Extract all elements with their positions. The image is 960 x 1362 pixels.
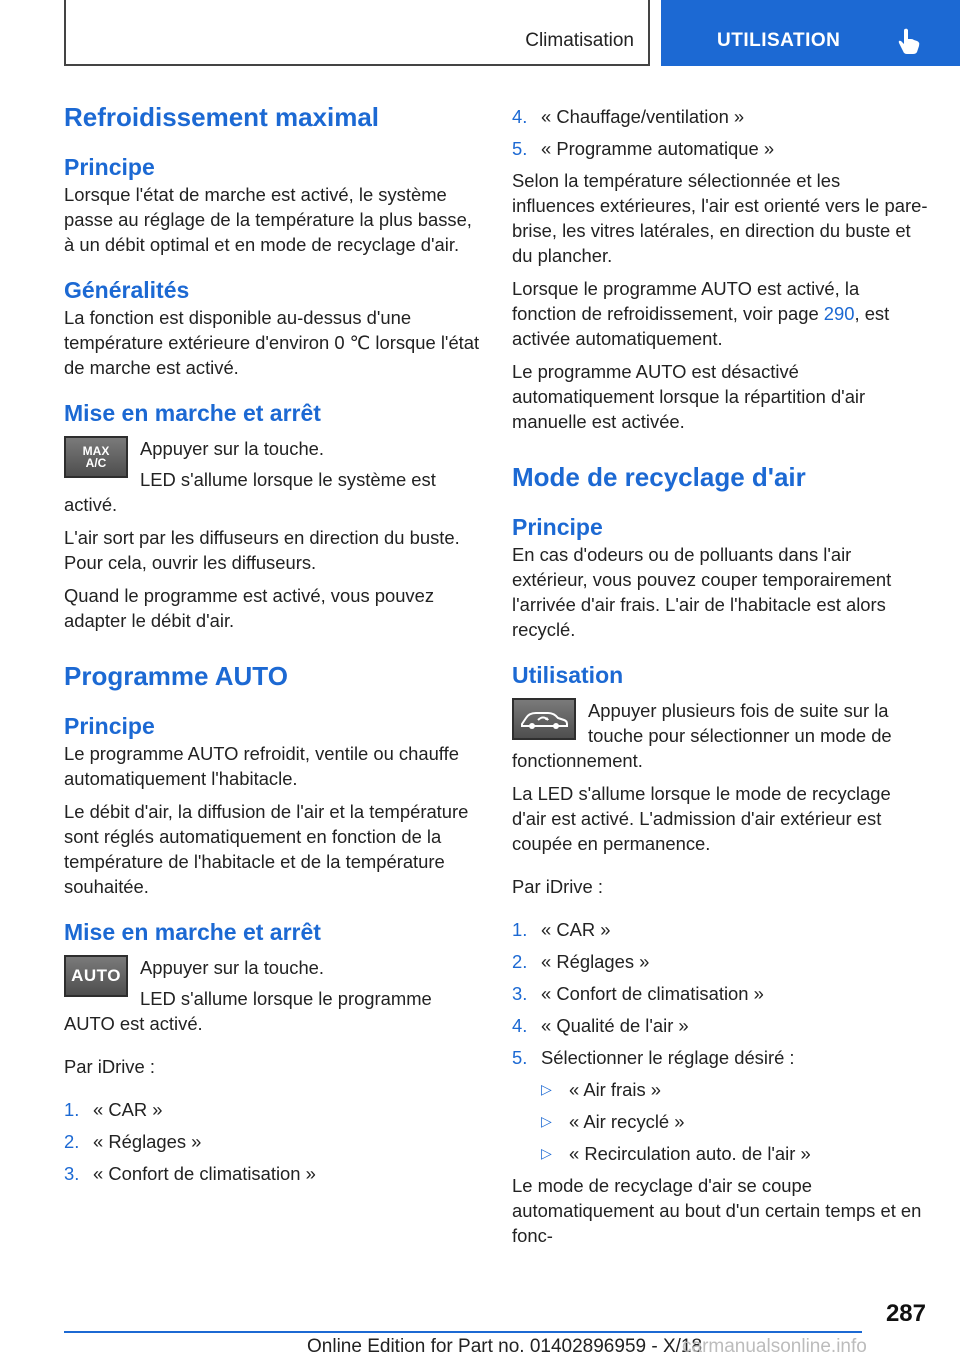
recirculation-car-icon — [512, 698, 576, 740]
max-ac-button-icon: MAX A/C — [64, 436, 128, 478]
list-item: 5. « Programme automatique » — [512, 138, 775, 159]
idrive-steps-right — [512, 917, 928, 1070]
list-item: 1. « CAR » — [64, 1099, 163, 1120]
pointing-hand-icon — [897, 28, 921, 54]
header-section-title: Climatisation — [525, 30, 634, 51]
header-chapter-title: UTILISATION — [717, 30, 841, 51]
recycle-options — [512, 1077, 928, 1166]
list-item: 5. Sélectionner le réglage désiré : — [512, 1047, 795, 1068]
auto-principe-text-2: Le débit d'air, la diffusion de l'air et la température sont réglés automatiquement en fonction de la température de l'habitacle et de la température souhaitée. — [64, 801, 469, 897]
temperature-text: Selon la température sélectionnée et les influences extérieures, l'air est orienté vers le pare-brise, les vitres latérales, en direction du buste et du plancher. — [512, 170, 928, 266]
heading-max-cooling: Refroidissement maximal — [64, 102, 380, 132]
maxac-led-text: LED s'allume lorsque le système est activé. — [64, 469, 436, 515]
auto-instruction — [64, 955, 480, 1036]
list-item: 4. « Qualité de l'air » — [512, 1015, 689, 1036]
recycle-principe-text: En cas d'odeurs ou de polluants dans l'air extérieur, vous pouvez couper temporairement l'arrivée d'air frais. L'air de l'habitacle est alors recyclé. — [512, 544, 892, 640]
list-item: 2. « Réglages » — [64, 1131, 202, 1152]
auto-led-text: LED s'allume lorsque le programme AUTO est activé. — [64, 988, 432, 1034]
triangle-bullet-icon: ▷ — [541, 1081, 552, 1097]
heading-generalites: Généralités — [64, 277, 190, 303]
list-item: 3. « Confort de climatisation » — [512, 983, 764, 1004]
idrive-label: Par iDrive : — [64, 1056, 155, 1077]
heading-recycle-principe: Principe — [512, 514, 603, 540]
recycle-press-text: Appuyer plusieurs fois de suite sur la touche pour sélectionner un mode de fonctionnement. — [512, 700, 892, 771]
recycle-instruction — [512, 698, 928, 773]
heading-principe: Principe — [64, 154, 155, 180]
generalites-text: La fonction est disponible au-dessus d'une température extérieure d'environ 0 ℃ lorsque l'état de marche est activé. — [64, 307, 480, 378]
maxac-press-text: Appuyer sur la touche. — [140, 438, 325, 459]
recycle-final-text: Le mode de recyclage d'air se coupe automatiquement au bout d'un certain temps et en fonc- — [512, 1175, 922, 1246]
list-item: 1. « CAR » — [512, 919, 611, 940]
list-item: ▷ « Air recyclé » — [541, 1111, 685, 1132]
triangle-bullet-icon: ▷ — [541, 1145, 552, 1161]
list-item: 3. « Confort de climatisation » — [64, 1163, 316, 1184]
watermark: carmanualsonline.info — [682, 1336, 867, 1357]
heading-auto-principe: Principe — [64, 713, 155, 739]
auto-cooling-text: Lorsque le programme AUTO est activé, la fonction de refroidissement, voir page 290, est activée automatiquement. — [512, 278, 890, 349]
heading-programme-auto: Programme AUTO — [64, 661, 288, 691]
airflow-text: Quand le programme est activé, vous pouvez adapter le débit d'air. — [64, 585, 435, 631]
auto-button-icon: AUTO — [64, 955, 128, 997]
heading-utilisation: Utilisation — [512, 662, 624, 688]
idrive-steps-left — [64, 1097, 480, 1186]
left-column — [64, 100, 480, 1193]
idrive-steps-continued — [512, 104, 928, 161]
page-link-290[interactable]: 290 — [823, 303, 855, 324]
auto-principe-text-1: Le programme AUTO refroidit, ventile ou chauffe automatiquement l'habitacle. — [64, 743, 459, 789]
heading-on-off: Mise en marche et arrêt — [64, 400, 321, 426]
right-column — [512, 104, 928, 1248]
idrive-label-right: Par iDrive : — [512, 876, 603, 897]
heading-auto-on-off: Mise en marche et arrêt — [64, 919, 321, 945]
edition-text: Online Edition for Part no. 01402896959 - X/18 — [307, 1336, 703, 1357]
maxac-instruction — [64, 436, 480, 517]
list-item: 4. « Chauffage/ventilation » — [512, 106, 745, 127]
footer-divider — [64, 1331, 862, 1333]
auto-off-text: Le programme AUTO est désactivé automatiquement lorsque la répartition d'air manuelle est activée. — [512, 361, 866, 432]
header-section-tab — [64, 0, 650, 66]
triangle-bullet-icon: ▷ — [541, 1113, 552, 1129]
air-outlet-text: L'air sort par les diffuseurs en direction du buste. Pour cela, ouvrir les diffuseurs. — [64, 527, 460, 573]
auto-press-text: Appuyer sur la touche. — [140, 957, 325, 978]
header-chapter-tab[interactable] — [661, 0, 960, 66]
list-item: ▷ « Air frais » — [541, 1079, 661, 1100]
page-number: 287 — [885, 1300, 926, 1327]
recycle-led-text: La LED s'allume lorsque le mode de recyclage d'air est activé. L'admission d'air extérieur est coupée en permanence. — [512, 783, 891, 854]
list-item: 2. « Réglages » — [512, 951, 650, 972]
principe-text: Lorsque l'état de marche est activé, le système passe au réglage de la température la plus basse, à un débit optimal et en mode de recyclage d'air. — [64, 184, 472, 255]
list-item: ▷ « Recirculation auto. de l'air » — [541, 1143, 811, 1164]
heading-recycle-mode: Mode de recyclage d'air — [512, 462, 806, 492]
